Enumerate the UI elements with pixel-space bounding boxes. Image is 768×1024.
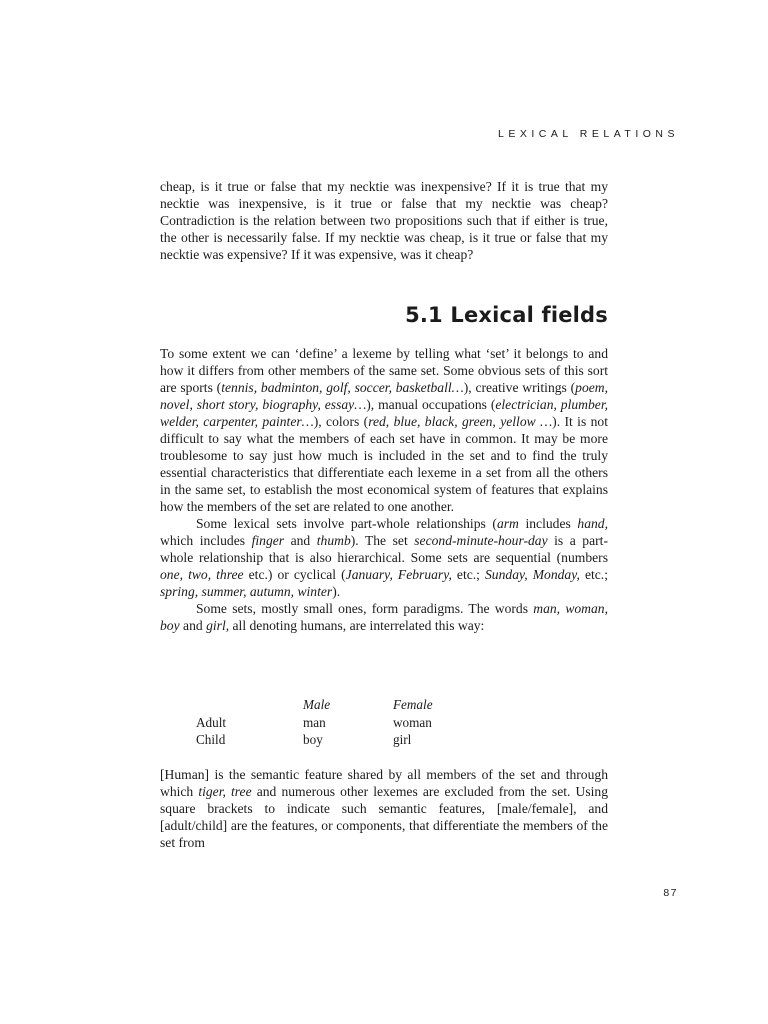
paradigm-cell: man [303, 714, 326, 730]
section-title: Lexical fields [450, 303, 608, 327]
paradigm-header-female: Female [393, 697, 433, 712]
paradigm-cell: boy [303, 732, 323, 747]
continuation-block [160, 178, 608, 263]
paradigm-table [196, 697, 433, 750]
paragraph-semantic-features: [Human] is the semantic feature shared by all members of the set and through which tiger, tree and numerous other lexemes are excluded from the set. Using square brackets to indicate such semantic features, [male/female], and [adult/child] are the features, or components, that differentiate the members of the set from [160, 767, 609, 850]
section-number: 5.1 [405, 303, 443, 327]
paradigm-row-child [196, 732, 433, 750]
paradigm-header-corner [196, 697, 303, 715]
page-number: 87 [663, 887, 678, 899]
paradigm-row-adult [196, 715, 433, 733]
section-heading [405, 303, 608, 327]
paradigm-cell: girl [393, 732, 412, 747]
paragraph-part-whole: Some lexical sets involve part-whole relationships (arm includes hand, which includes finger and thumb). The set second-minute-hour-day is a part-whole relationship that is also hierarchical. Some sets are sequential (numbers one, two, three etc.) or cyclical (January, February, etc.; Sunday, Monday, etc.; spring, summer, autumn, winter). [160, 516, 608, 599]
paradigm-cell: woman [393, 714, 432, 730]
paragraph-lexeme-sets: To some extent we can ‘define’ a lexeme by telling what ‘set’ it belongs to and how it differs from other members of the same set. Some obvious sets of this sort are sports (tennis, badminton, golf, soccer, basketball…), creative writings (poem, novel, short story, biography, essay…), manual occupations (electrician, plumber, welder, carpenter, painter…), colors (red, blue, black, green, yellow …). It is not difficult to say what the members of each set have in common. It may be more troublesome to say just how much is included in the set and to find the truly essential characteristics that differentiate each lexeme in a set from all the others in the same set, to establish the most economical system of features that explains how the members of the set are related to one another. [160, 346, 609, 514]
running-head: LEXICAL RELATIONS [498, 128, 679, 140]
paradigm-header-row [196, 697, 433, 715]
continuation-paragraph: cheap, is it true or false that my necktie was inexpensive? If it is true that my necktie was inexpensive, is it true or false that my necktie was cheap? Contradiction is the relation between two propositions such that if either is true, the other is necessarily false. If my necktie was cheap, is it true or false that my necktie was expensive? If it was expensive, was it cheap? [160, 179, 608, 262]
paragraph-paradigms: Some sets, mostly small ones, form paradigms. The words man, woman, boy and girl, all denoting humans, are interrelated this way: [160, 601, 608, 633]
features-block [160, 766, 608, 851]
section-body [160, 345, 608, 634]
paradigm-row-label: Adult [196, 714, 227, 730]
paradigm-row-label: Child [196, 732, 226, 747]
paradigm-header-male: Male [303, 697, 331, 712]
